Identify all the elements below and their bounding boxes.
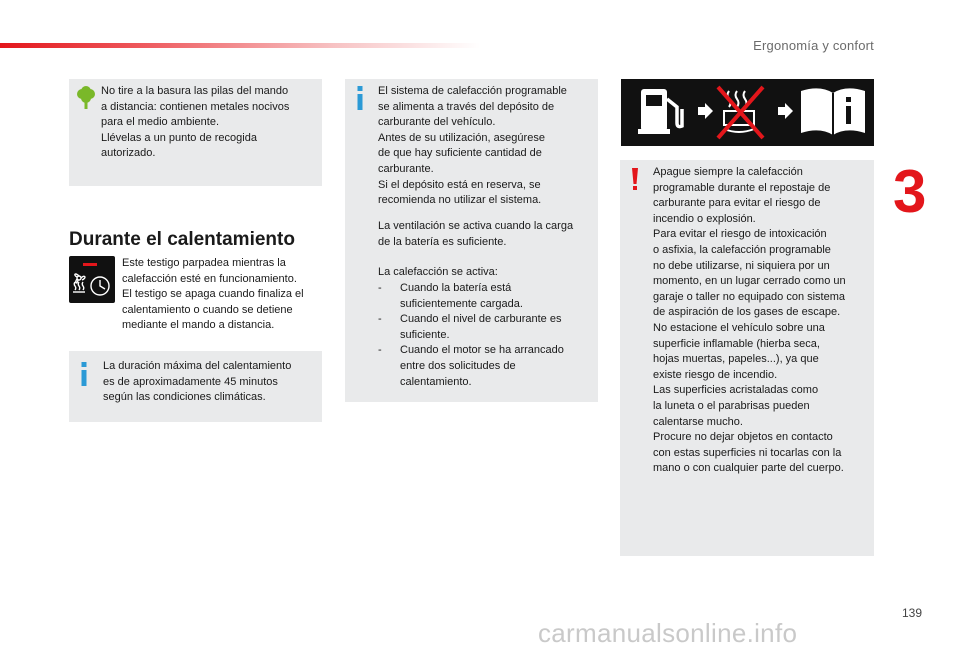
list-item: - Cuando el motor se ha arrancado entre dos solicitudes de calentamiento. bbox=[378, 344, 564, 388]
refuel-warning-pictogram bbox=[621, 79, 874, 146]
chapter-number: 3 bbox=[893, 158, 927, 225]
tree-icon bbox=[76, 86, 96, 115]
duration-note-box bbox=[69, 351, 322, 422]
list-item: - Cuando el nivel de carburante es suficiente. bbox=[378, 313, 562, 341]
ventilation-paragraph: La ventilación se activa cuando la carga de la batería es suficiente. bbox=[378, 220, 574, 248]
fuel-pump-icon bbox=[638, 89, 682, 134]
eco-note-box bbox=[69, 79, 322, 186]
warning-note-text: Apague siempre la calefacción programable durante el repostaje de carburante para evitar el riesgo de incendio o explosión. Para evitar el riesgo de intoxicación o asfixia, la calefacción programable no debe utilizarse, ni siquiera por un momento, en un lugar cerrado como un garaje o taller no equipado con sistema de aspiración de los gases de escape. No estacione el vehículo sobre una superficie inflamable (hierba seca, hojas muertas, papeles...), ya que existe riesgo de incendio. Las superficies acristaladas como la luneta o el parabrisas pueden calentarse mucho. Procure no dejar objetos en contacto con estas superficies ni tocarlas con la mano o con cualquier parte del cuerpo. bbox=[653, 166, 846, 475]
section-heading: Durante el calentamiento bbox=[69, 229, 295, 250]
duration-note-text: La duración máxima del calentamiento es de aproximadamente 45 minutos según las condiciones climáticas. bbox=[103, 360, 292, 404]
arrow-right-icon bbox=[698, 103, 713, 119]
arrow-right-icon bbox=[778, 103, 793, 119]
indicator-description: Este testigo parpadea mientras la calefacción esté en funcionamiento. El testigo se apaga cuando finaliza el calentamiento o cuando se detiene mediante el mando a distancia. bbox=[122, 257, 304, 332]
system-note-box bbox=[345, 79, 598, 402]
header-accent-bar bbox=[0, 43, 480, 48]
system-note-paragraph: El sistema de calefacción programable se alimenta a través del depósito de carburante del vehículo. Antes de su utilización, asegúrese de que hay suficiente cantidad de carburante. Si el depósito está en reserva, se recomienda no utilizar el sistema. bbox=[378, 85, 567, 207]
info-icon bbox=[355, 86, 365, 115]
watermark: carmanualsonline.info bbox=[538, 618, 798, 648]
page-number: 139 bbox=[902, 606, 923, 620]
warning-note-box bbox=[620, 160, 874, 556]
list-item: - Cuando la batería está suficientemente cargada. bbox=[378, 282, 523, 310]
eco-note-text: No tire a la basura las pilas del mando a distancia: contienen metales nocivos para el medio ambiente. Llévelas a un punto de recogida autorizado. bbox=[101, 85, 290, 160]
activation-intro: La calefacción se activa: bbox=[378, 266, 498, 278]
exclamation-icon bbox=[631, 168, 639, 197]
section-title: Ergonomía y confort bbox=[753, 38, 874, 53]
info-icon bbox=[79, 362, 89, 391]
heater-crossed-icon bbox=[718, 87, 763, 138]
heater-timer-warning-icon bbox=[69, 256, 115, 303]
activation-conditions-list bbox=[378, 281, 594, 390]
owners-manual-icon bbox=[801, 88, 865, 135]
